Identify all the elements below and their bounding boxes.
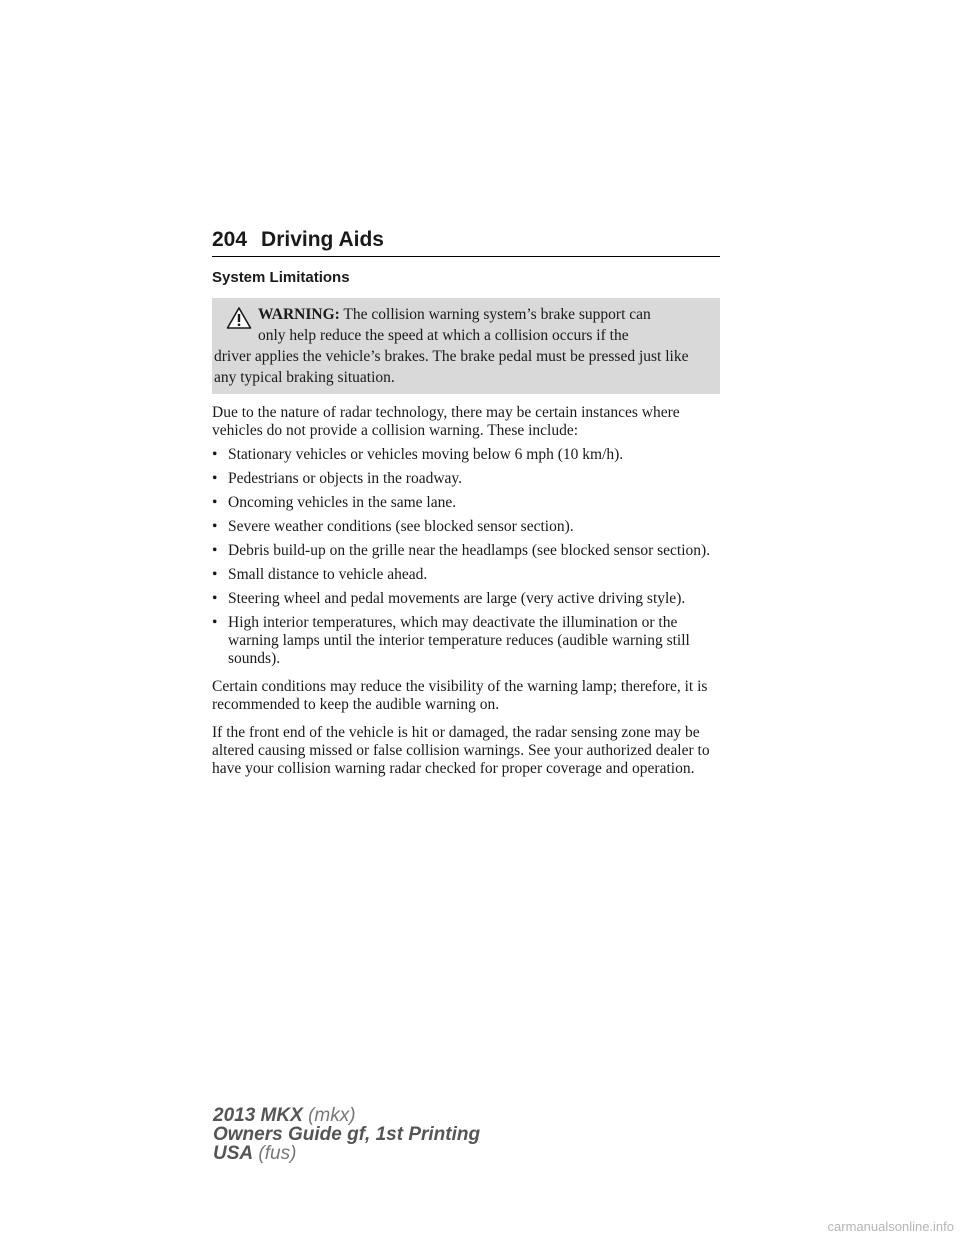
list-item: • Small distance to vehicle ahead. bbox=[212, 566, 428, 583]
list-item: • Pedestrians or objects in the roadway. bbox=[212, 470, 463, 487]
list-item: • Debris build-up on the grille near the headlamps (see blocked sensor section). bbox=[212, 542, 711, 559]
bullet-glyph: • bbox=[212, 518, 218, 535]
bullet-glyph: • bbox=[212, 470, 218, 487]
bullet-glyph: • bbox=[212, 446, 218, 463]
footer-model: 2013 MKX bbox=[213, 1105, 303, 1126]
footer-market-code: (fus) bbox=[258, 1143, 297, 1164]
list-item: • Stationary vehicles or vehicles moving below 6 mph (10 km/h). bbox=[212, 446, 624, 463]
footer-model-line bbox=[213, 1106, 480, 1125]
list-item: • High interior temperatures, which may deactivate the illumination or the warning lamps until the interior temperature reduces (audible warning still sounds). bbox=[212, 614, 690, 667]
footer-guide-line: Owners Guide gf, 1st Printing bbox=[213, 1124, 481, 1145]
bullet-glyph: • bbox=[212, 566, 218, 583]
warning-line-1: The collision warning system’s brake support can bbox=[343, 306, 651, 323]
warning-box bbox=[212, 298, 720, 394]
page-header bbox=[212, 228, 720, 257]
bullet-glyph: • bbox=[212, 542, 218, 559]
footer-model-code: (mkx) bbox=[308, 1105, 356, 1126]
warning-first-line bbox=[212, 304, 712, 325]
list-item: • Oncoming vehicles in the same lane. bbox=[212, 494, 457, 511]
bullet-glyph: • bbox=[212, 494, 218, 511]
page-number: 204 bbox=[212, 228, 248, 251]
list-item: • Severe weather conditions (see blocked sensor section). bbox=[212, 518, 574, 535]
footer-market-line bbox=[213, 1144, 480, 1163]
warning-triangle-icon bbox=[226, 306, 252, 330]
warning-line-2: only help reduce the speed at which a collision occurs if the bbox=[258, 327, 629, 344]
damage-paragraph: If the front end of the vehicle is hit or damaged, the radar sensing zone may be altered causing missed or false collision warnings. See your authorized dealer to have your collision warning radar checked for proper coverage and operation. bbox=[212, 724, 710, 777]
section-title: System Limitations bbox=[212, 269, 350, 286]
list-item: • Steering wheel and pedal movements are large (very active driving style). bbox=[212, 590, 686, 607]
warning-rest: driver applies the vehicle’s brakes. The brake pedal must be pressed just like any typical braking situation. bbox=[214, 348, 689, 386]
watermark: carmanualsonline.info bbox=[827, 1219, 954, 1234]
intro-paragraph: Due to the nature of radar technology, there may be certain instances where vehicles do not provide a collision warning. These include: bbox=[212, 404, 680, 439]
bullet-glyph: • bbox=[212, 590, 218, 607]
visibility-paragraph: Certain conditions may reduce the visibility of the warning lamp; therefore, it is recommended to keep the audible warning on. bbox=[212, 678, 708, 713]
bullet-glyph: • bbox=[212, 614, 218, 631]
warning-label: WARNING: bbox=[258, 306, 340, 323]
manual-page bbox=[212, 228, 720, 778]
chapter-title: Driving Aids bbox=[261, 228, 384, 251]
limitations-list bbox=[212, 446, 720, 668]
print-footer bbox=[213, 1106, 480, 1163]
footer-market: USA bbox=[213, 1143, 254, 1164]
